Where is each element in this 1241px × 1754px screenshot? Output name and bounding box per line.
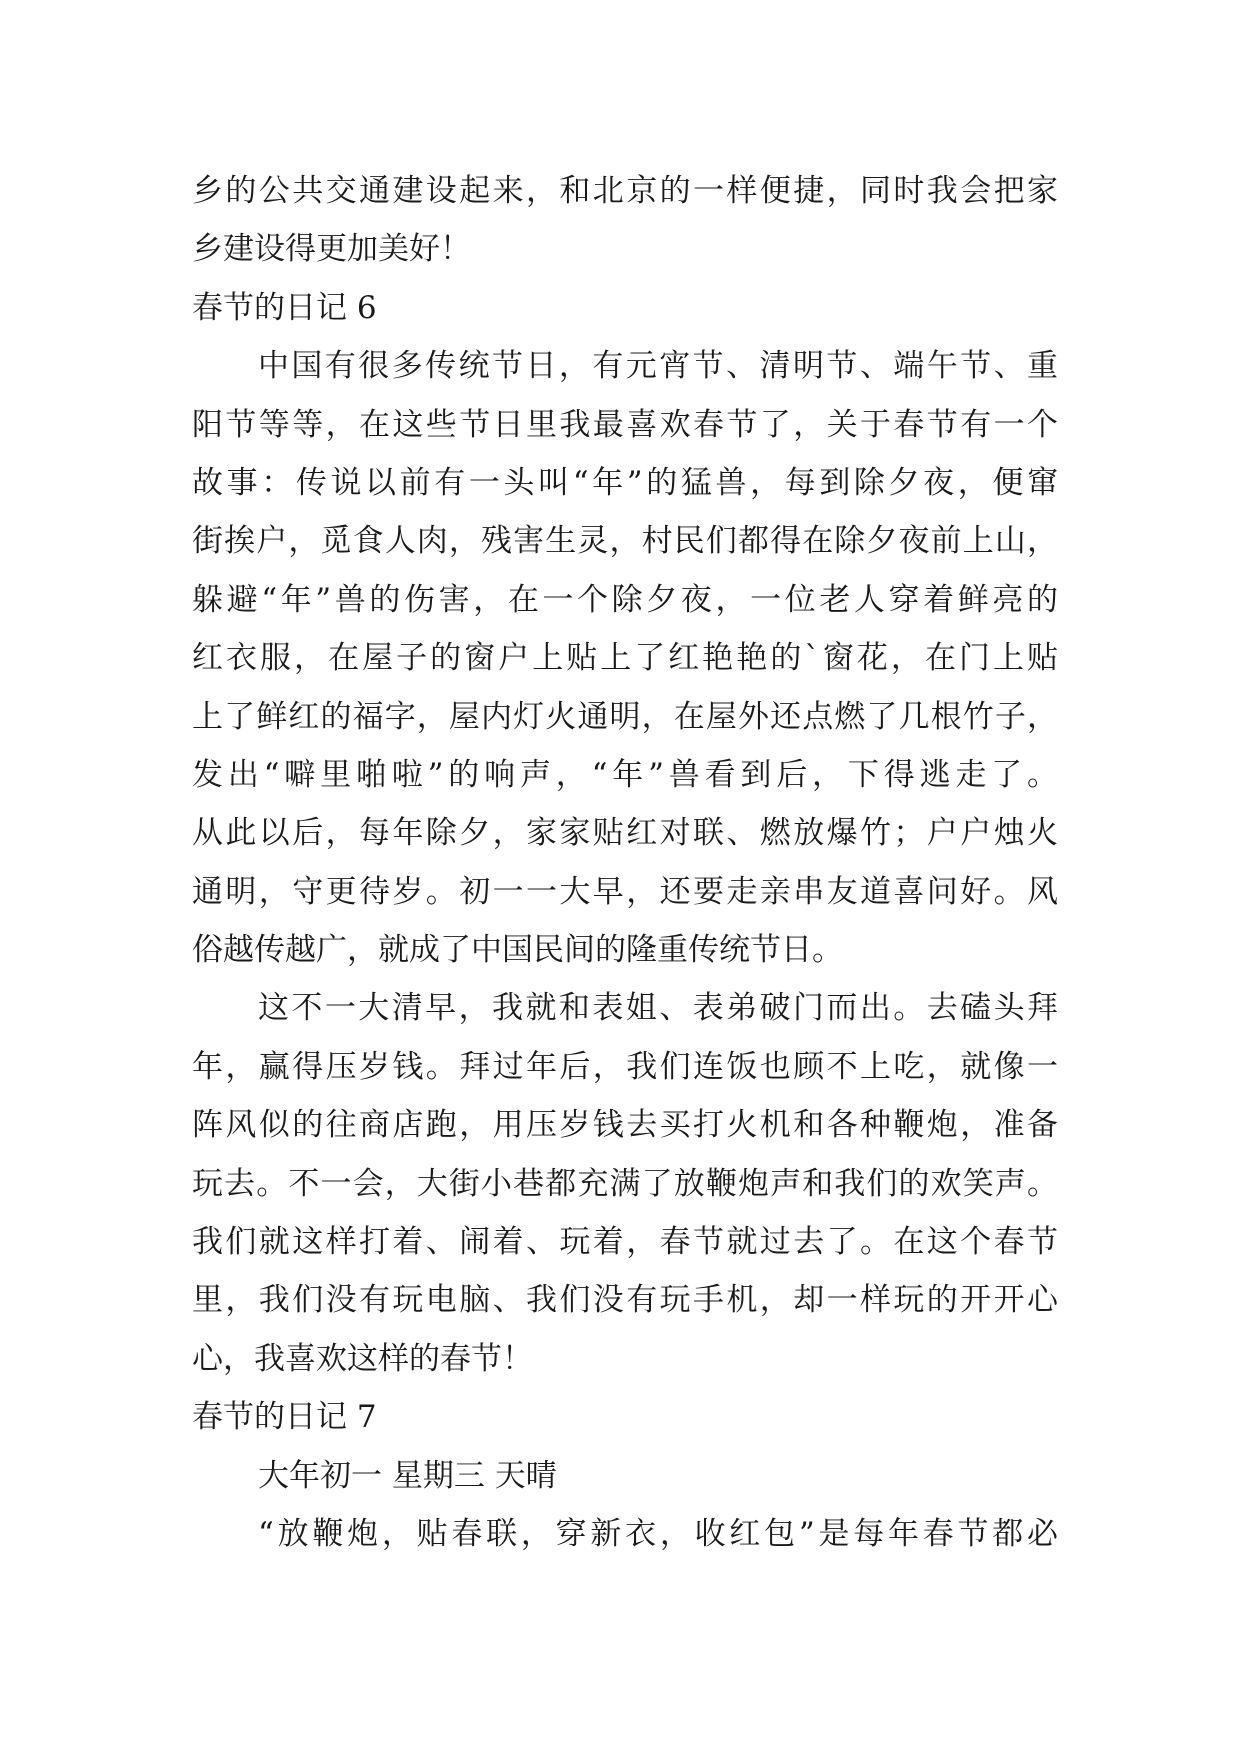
paragraph-line: 红衣服，在屋子的窗户上贴上了红艳艳的`窗花，在门上贴: [192, 640, 1058, 677]
section-heading: 春节的日记 6: [192, 289, 377, 326]
paragraph-line: 这不一大清早，我就和表姐、表弟破门而出。去磕头拜: [258, 990, 1058, 1027]
paragraph-line: 俗越传越广，就成了中国民间的隆重传统节日。: [192, 932, 843, 969]
paragraph-line: 故事：传说以前有一头叫“年”的猛兽，每到除夕夜，便窜: [192, 464, 1058, 501]
document-page: [192, 162, 1058, 1563]
paragraph-line: 年，赢得压岁钱。拜过年后，我们连饭也顾不上吃，就像一: [192, 1048, 1058, 1085]
paragraph-line: 里，我们没有玩电脑、我们没有玩手机，却一样玩的开开心: [192, 1282, 1058, 1319]
paragraph-line: 乡的公共交通建设起来，和北京的一样便捷，同时我会把家: [192, 173, 1058, 209]
paragraph-line: 阳节等等，在这些节日里我最喜欢春节了，关于春节有一个: [192, 406, 1058, 443]
paragraph-line: 通明，守更待岁。初一一大早，还要走亲串友道喜问好。风: [192, 873, 1058, 910]
paragraph-line: 玩去。不一会，大街小巷都充满了放鞭炮声和我们的欢笑声。: [192, 1165, 1058, 1202]
paragraph-line: 发出“噼里啪啦”的响声，“年”兽看到后，下得逃走了。: [192, 756, 1058, 793]
section-heading: 春节的日记 7: [192, 1399, 377, 1436]
paragraph-line: 乡建设得更加美好！: [192, 231, 471, 268]
paragraph-line: “放鞭炮，贴春联，穿新衣，收红包”是每年春节都必: [258, 1515, 1058, 1552]
paragraph-line: 我们就这样打着、闹着、玩着，春节就过去了。在这个春节: [192, 1224, 1058, 1261]
paragraph-line: 上了鲜红的福字，屋内灯火通明，在屋外还点燃了几根竹子，: [192, 698, 1058, 735]
paragraph-line: 心，我喜欢这样的春节！: [192, 1340, 533, 1377]
paragraph-line: 街挨户，觅食人肉，残害生灵，村民们都得在除夕夜前上山，: [192, 523, 1058, 560]
paragraph-line: 大年初一 星期三 天晴: [258, 1457, 557, 1494]
paragraph-line: 阵风似的往商店跑，用压岁钱去买打火机和各种鞭炮，准备: [192, 1107, 1058, 1144]
paragraph-line: 中国有很多传统节日，有元宵节、清明节、端午节、重: [258, 348, 1058, 385]
paragraph-line: 从此以后，每年除夕，家家贴红对联、燃放爆竹；户户烛火: [192, 815, 1058, 852]
paragraph-line: 躲避“年”兽的伤害，在一个除夕夜，一位老人穿着鲜亮的: [192, 581, 1058, 618]
